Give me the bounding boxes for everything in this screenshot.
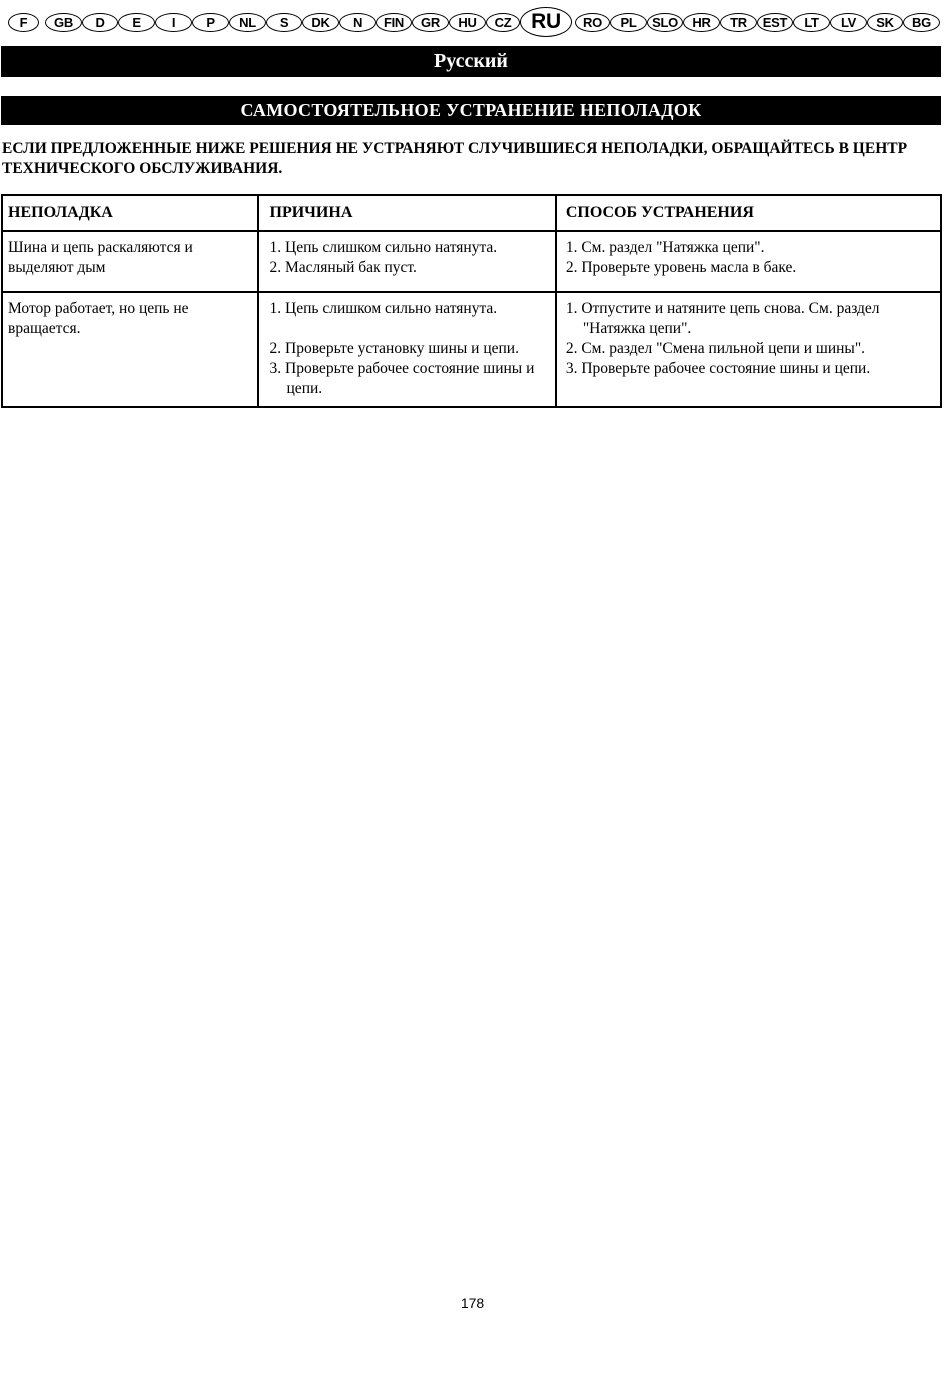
cause-cell	[258, 231, 556, 292]
language-selector	[6, 7, 944, 37]
remedy-item: 2. Проверьте уровень масла в баке.	[565, 259, 797, 276]
cause-item: 3. Проверьте рабочее состояние шины и цепи.	[269, 360, 535, 397]
lang-tab-bg[interactable]: BG	[903, 13, 940, 32]
lang-tab-p[interactable]: P	[192, 13, 229, 32]
lang-tab-lv[interactable]: LV	[830, 13, 867, 32]
lang-tab-est[interactable]: EST	[757, 13, 793, 32]
header-problem: НЕПОЛАДКА	[2, 195, 258, 231]
remedy-item: 1. Отпустите и натяните цепь снова. См. раздел "Натяжка цепи".	[565, 300, 880, 337]
troubleshooting-table	[1, 194, 942, 408]
lang-tab-fin[interactable]: FIN	[376, 13, 412, 32]
cause-item: 2. Масляный бак пуст.	[269, 259, 417, 276]
cause-cell	[258, 292, 556, 407]
lang-tab-tr[interactable]: TR	[720, 13, 757, 32]
language-title: Русский	[1, 46, 941, 77]
lang-tab-hu[interactable]: HU	[449, 13, 486, 32]
table-row	[2, 231, 941, 292]
lang-tab-s[interactable]: S	[266, 13, 302, 32]
lang-tab-d[interactable]: D	[82, 13, 118, 32]
cause-item: 2. Проверьте установку шины и цепи.	[269, 340, 519, 357]
table-header-row	[2, 195, 941, 231]
lang-tab-e[interactable]: E	[118, 13, 155, 32]
lang-tab-i[interactable]: I	[155, 13, 192, 32]
header-remedy: СПОСОБ УСТРАНЕНИЯ	[556, 195, 941, 231]
lang-tab-slo[interactable]: SLO	[647, 13, 683, 32]
lang-tab-ru[interactable]: RU	[520, 7, 572, 37]
lang-tab-ro[interactable]: RO	[575, 13, 610, 32]
lang-tab-sk[interactable]: SK	[867, 13, 903, 32]
lang-tab-gb[interactable]: GB	[45, 13, 82, 32]
page-number: 178	[460, 1295, 485, 1311]
lang-tab-pl[interactable]: PL	[610, 13, 647, 32]
remedy-cell	[556, 231, 941, 292]
remedy-item: 1. См. раздел "Натяжка цепи".	[565, 239, 765, 256]
header-cause: ПРИЧИНА	[258, 195, 556, 231]
intro-text: ЕСЛИ ПРЕДЛОЖЕННЫЕ НИЖЕ РЕШЕНИЯ НЕ УСТРАНЯЮТ СЛУЧИВШИЕСЯ НЕПОЛАДКИ, ОБРАЩАЙТЕСЬ В ЦЕНТР ТЕХНИЧЕСКОГО ОБСЛУЖИВАНИЯ.	[2, 140, 908, 177]
cause-item: 1. Цепь слишком сильно натянута.	[269, 300, 498, 317]
lang-tab-cz[interactable]: CZ	[486, 13, 520, 32]
lang-tab-lt[interactable]: LT	[793, 13, 830, 32]
section-title: САМОСТОЯТЕЛЬНОЕ УСТРАНЕНИЕ НЕПОЛАДОК	[1, 96, 941, 125]
lang-tab-nl[interactable]: NL	[229, 13, 266, 32]
cause-item: 1. Цепь слишком сильно натянута.	[269, 239, 498, 256]
lang-tab-hr[interactable]: HR	[683, 13, 720, 32]
lang-tab-f[interactable]: F	[8, 13, 39, 32]
problem-cell: Мотор работает, но цепь не вращается.	[2, 292, 258, 407]
table-row	[2, 292, 941, 407]
lang-tab-gr[interactable]: GR	[412, 13, 449, 32]
remedy-cell	[556, 292, 941, 407]
remedy-item: 2. См. раздел "Смена пильной цепи и шины".	[565, 340, 866, 357]
remedy-item: 3. Проверьте рабочее состояние шины и цепи.	[565, 360, 871, 377]
lang-tab-dk[interactable]: DK	[302, 13, 339, 32]
problem-cell: Шина и цепь раскаляются и выделяют дым	[2, 231, 258, 292]
lang-tab-n[interactable]: N	[339, 13, 376, 32]
